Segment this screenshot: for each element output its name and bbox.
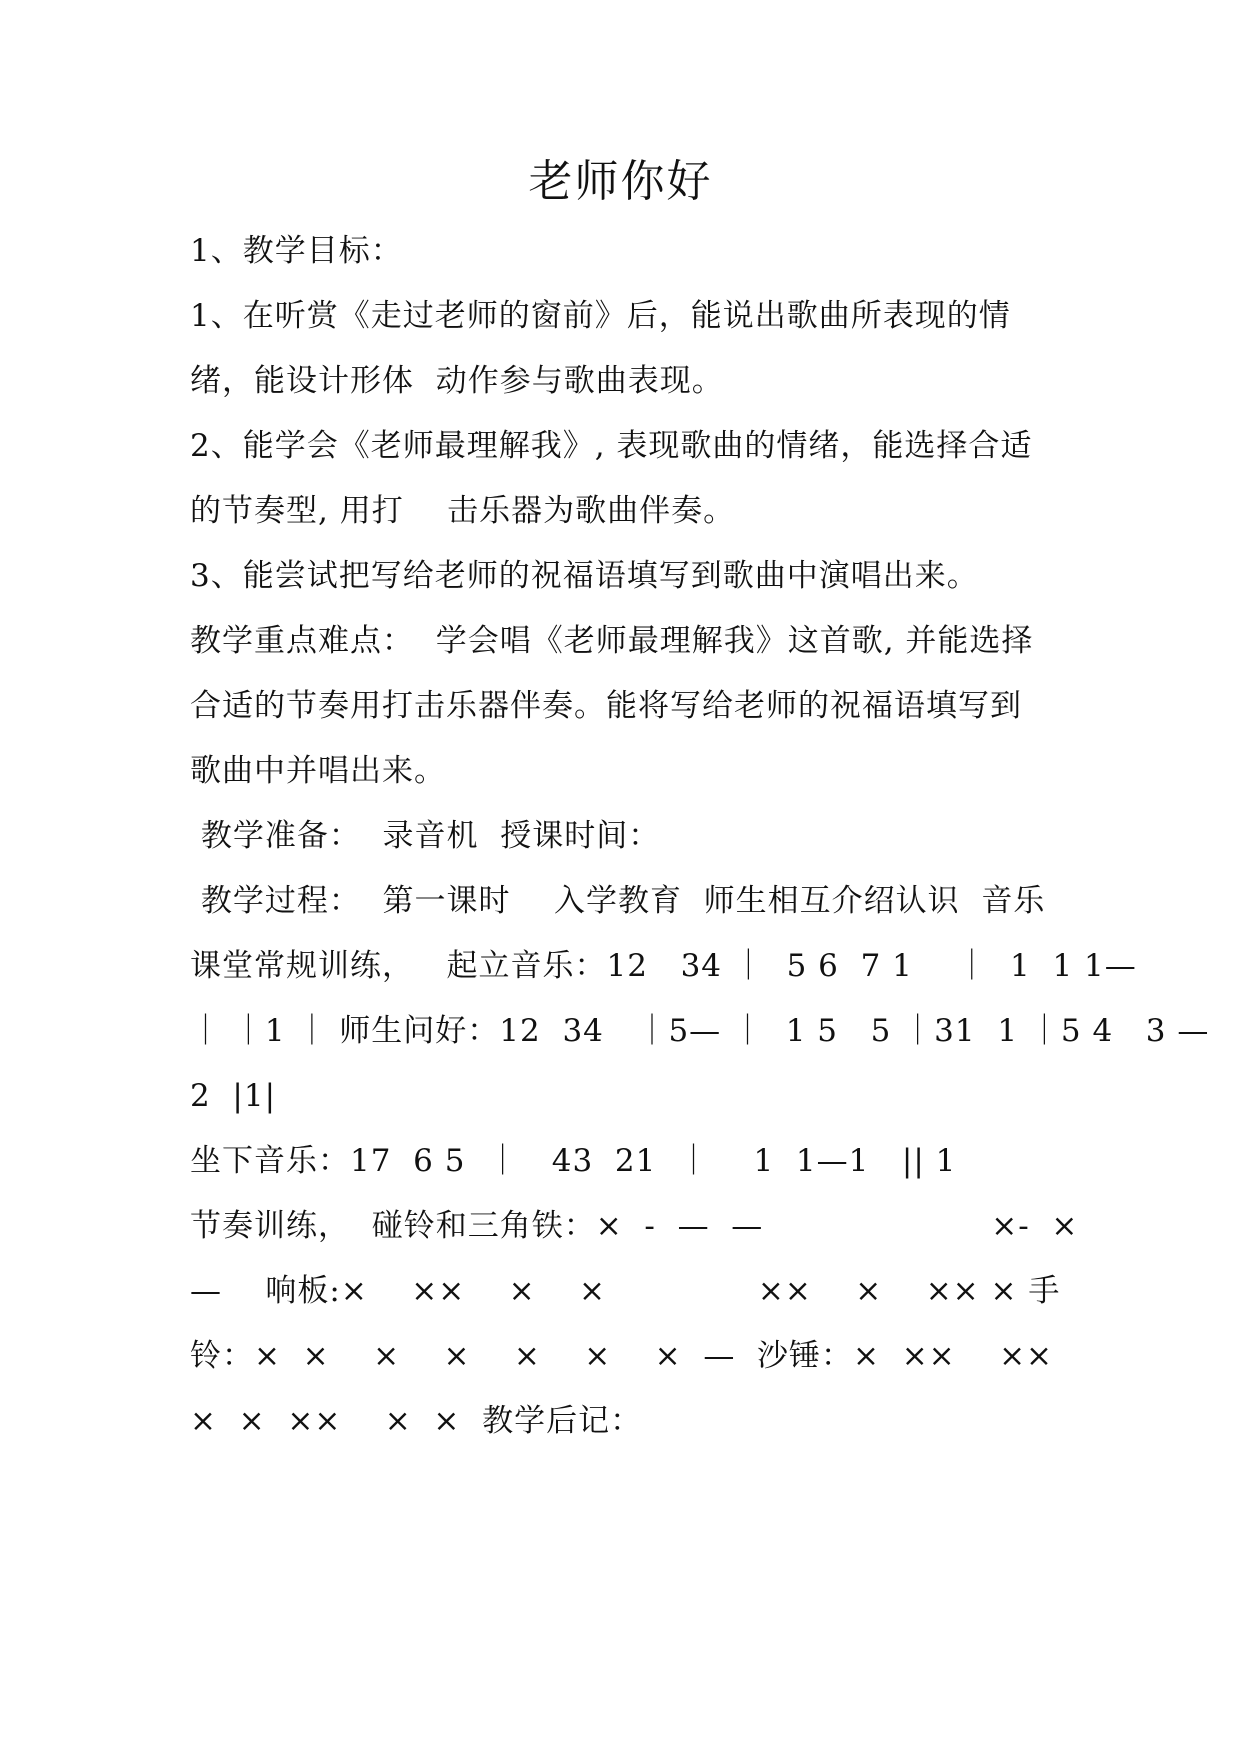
text-line-process-c: ｜ ｜1 ｜ 师生问好：12 34 ｜5— ｜ 1 5 5 ｜31 1 ｜5 4 3 — <box>190 1013 1210 1049</box>
text-line-objective-2b: 的节奏型, 用打 击乐器为歌曲伴奏。 <box>190 493 736 529</box>
text-line-process-b: 课堂常规训练， 起立音乐：12 34 ｜ 5 6 7 1 ｜ 1 1 1— <box>190 948 1137 984</box>
text-line-preparation: 教学准备： 录音机 授课时间： <box>190 818 661 854</box>
text-line-objective-1b: 绪，能设计形体 动作参与歌曲表现。 <box>190 363 724 399</box>
text-line-rhythm-d: × × ×× × × 教学后记： <box>190 1403 643 1439</box>
text-line-objective-3: 3、能尝试把写给老师的祝福语填写到歌曲中演唱出来。 <box>190 558 979 594</box>
text-line-key-points-b: 合适的节奏用打击乐器伴奏。能将写给老师的祝福语填写到 <box>190 688 1022 724</box>
text-line-key-points-a: 教学重点难点： 学会唱《老师最理解我》这首歌, 并能选择 <box>190 623 1034 659</box>
text-line-key-points-c: 歌曲中并唱出来。 <box>190 753 446 789</box>
text-line-objective-1a: 1、在听赏《走过老师的窗前》后，能说出歌曲所表现的情 <box>190 298 1011 334</box>
text-line-process-a: 教学过程： 第一课时 入学教育 师生相互介绍认识 音乐 <box>190 883 1046 919</box>
text-line-process-d: 2 |1| <box>190 1078 277 1114</box>
text-line-rhythm-c: 铃：× × × × × × × — 沙锤：× ×× ×× <box>190 1338 1054 1374</box>
text-line-rhythm-b: — 响板:× ×× × × ×× × ×× × 手 <box>190 1273 1061 1309</box>
text-line-rhythm-a: 节奏训练， 碰铃和三角铁：× - — — ×- × <box>190 1208 1079 1244</box>
text-line-objective-2a: 2、能学会《老师最理解我》, 表现歌曲的情绪，能选择合适 <box>190 428 1033 464</box>
text-line-sit-down-music: 坐下音乐：17 6 5 ｜ 43 21 ｜ 1 1—1 || 1 <box>190 1143 957 1179</box>
page-title: 老师你好 <box>528 156 713 207</box>
text-line-objectives-heading: 1、教学目标： <box>190 233 403 269</box>
